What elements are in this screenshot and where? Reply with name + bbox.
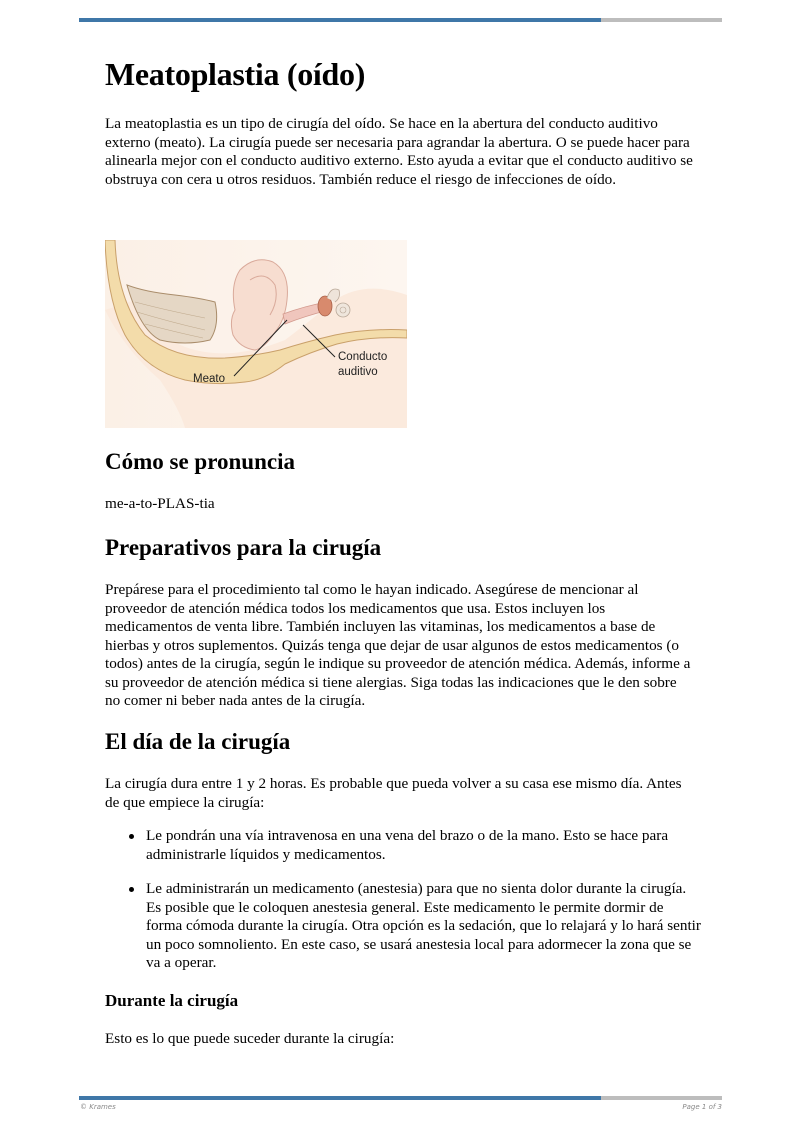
page-title: Meatoplastia (oído) (105, 56, 366, 92)
ear-illustration-svg (105, 240, 407, 428)
pronunciation-text: me-a-to-PLAS-tia (105, 495, 215, 512)
bottom-progress-bar-fill (79, 1096, 601, 1100)
list-item (105, 880, 701, 973)
label-conducto-line2: auditivo (338, 366, 378, 378)
bullet-icon (129, 834, 134, 839)
footer-copyright: © Krames (80, 1103, 116, 1111)
cochlea (336, 303, 350, 317)
heading-preparation: Preparativos para la cirugía (105, 535, 382, 560)
top-progress-bar (79, 18, 722, 22)
heading-pronunciation: Cómo se pronuncia (105, 449, 295, 474)
heading-surgery-day: El día de la cirugía (105, 729, 291, 754)
top-progress-bar-fill (79, 18, 601, 22)
surgery-day-paragraph: La cirugía dura entre 1 y 2 horas. Es probable que pueda volver a su casa ese mismo día. Antes de que empiece la cirugía: (105, 775, 682, 811)
list-item-text: Le pondrán una vía intravenosa en una vena del brazo o de la mano. Esto se hace para administrarle líquidos y medicamentos. (146, 827, 669, 863)
bullet-icon (129, 887, 134, 892)
list-item-text: Le administrarán un medicamento (anestesia) para que no sienta dolor durante la cirugía. Es posible que le coloquen anestesia general. Este medicamento le permite dormir de forma cómoda durante la cirugía. Otra opción es la sedación, que lo relajará y lo hará sentir un poco somnoliento. En este caso, se usará anestesia local para adormecer la zona que se va a operar. (146, 880, 701, 971)
footer-page-number: Page 1 of 3 (682, 1103, 722, 1111)
surgery-day-list (105, 827, 705, 973)
preparation-paragraph: Prepárese para el procedimiento tal como le hayan indicado. Asegúrese de mencionar al proveedor de atención médica todos los medicamentos que usa. Estos incluyen los medicamentos de venta libre. También incluyen las vitaminas, los medicamentos a base de hierbas y otros suplementos. Quizás tenga que dejar de usar algunos de estos medicamentos (o todos) antes de la cirugía, según le indique su proveedor de atención médica. Además, informe a su proveedor de atención médica si tiene alergias. Siga todas las indicaciones que le den sobre no comer ni beber nada antes de la cirugía. (105, 581, 691, 709)
intro-paragraph: La meatoplastia es un tipo de cirugía del oído. Se hace en la abertura del conducto auditivo externo (meato). La cirugía puede ser necesaria para agrandar la abertura. O se puede hacer para alinearla mejor con el conducto auditivo externo. Esto ayuda a evitar que el conducto auditivo se obstruya con cera u otros residuos. También reduce el riesgo de infecciones de oído. (105, 115, 693, 188)
label-meato: Meato (193, 373, 225, 385)
list-item (105, 827, 701, 864)
label-conducto-line1: Conducto (338, 351, 388, 363)
heading-during-surgery: Durante la cirugía (105, 991, 239, 1010)
bottom-progress-bar (79, 1096, 722, 1100)
during-surgery-paragraph: Esto es lo que puede suceder durante la cirugía: (105, 1030, 395, 1047)
ear-anatomy-illustration (105, 240, 407, 428)
